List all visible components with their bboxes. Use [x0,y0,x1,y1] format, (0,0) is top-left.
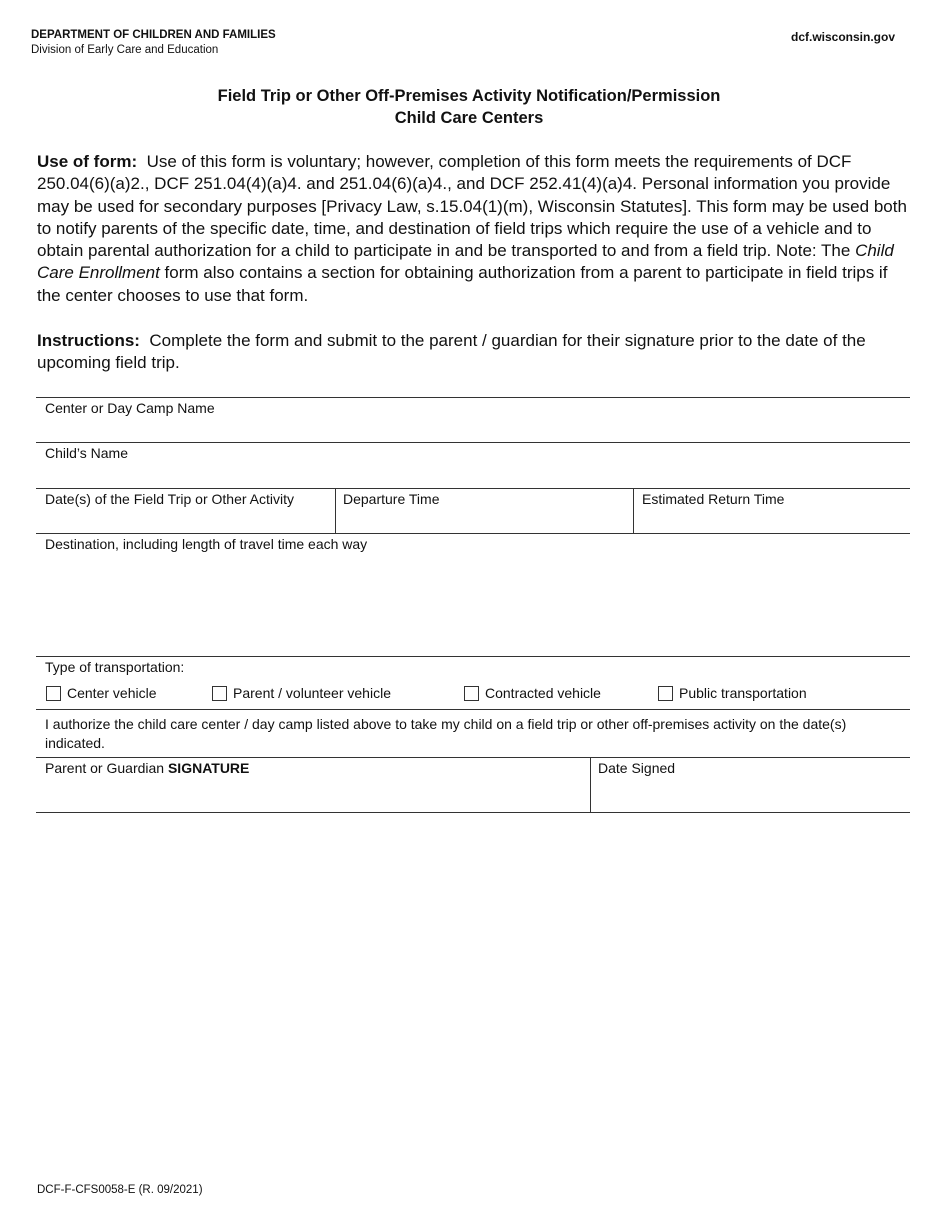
signature-label-prefix: Parent or Guardian [45,760,168,776]
transportation-section [36,656,910,710]
website-link[interactable]: dcf.wisconsin.gov [790,30,895,44]
return-time-field[interactable] [634,489,910,534]
checkbox-icon[interactable] [46,686,61,701]
center-name-field[interactable] [36,397,910,443]
return-time-label: Estimated Return Time [642,491,785,507]
department-name: DEPARTMENT OF CHILDREN AND FAMILIES [31,29,276,41]
date-signed-label: Date Signed [598,760,676,776]
signature-label-bold: SIGNATURE [167,760,250,776]
child-name-label: Child’s Name [45,445,128,461]
use-of-form-paragraph [37,151,912,307]
trip-times-row [36,488,910,534]
form-title [0,85,938,129]
use-of-form-label: Use of form: [37,152,138,171]
dates-field[interactable] [36,489,335,534]
departure-time-field[interactable] [336,489,633,534]
form-title-line2: Child Care Centers [394,109,544,127]
public-transportation-option[interactable] [658,685,807,701]
signature-label [45,759,249,777]
departure-time-label: Departure Time [343,491,440,507]
option-label: Contracted vehicle [485,685,601,701]
center-vehicle-option[interactable] [46,685,157,701]
form-title-line1: Field Trip or Other Off-Premises Activity Notification/Permission [217,87,721,105]
form-number: DCF-F-CFS0058-E (R. 09/2021) [37,1184,203,1196]
use-of-form-text-end: form also contains a section for obtaining authorization from a parent to participate in field trips if the center chooses to use that form. [37,263,888,305]
instructions-text: Complete the form and submit to the parent / guardian for their signature prior to the date of the upcoming field trip. [37,331,866,373]
contracted-vehicle-option[interactable] [464,685,601,701]
destination-field[interactable] [36,533,910,657]
authorization-text: I authorize the child care center / day camp listed above to take my child on a field trip or other off-premises activity on the date(s) indicated. [45,716,847,751]
destination-label: Destination, including length of travel time each way [45,536,368,552]
instructions-paragraph [37,330,912,375]
signature-row [36,757,910,813]
checkbox-icon[interactable] [212,686,227,701]
option-label: Parent / volunteer vehicle [233,685,391,701]
parent-vehicle-option[interactable] [212,685,391,701]
agency-header [31,28,276,58]
checkbox-icon[interactable] [658,686,673,701]
checkbox-icon[interactable] [464,686,479,701]
signature-field[interactable] [36,758,590,812]
option-label: Public transportation [679,685,807,701]
child-name-field[interactable] [36,442,910,488]
enrollment-form-name: Child Care Enrollment [37,241,894,283]
center-name-label: Center or Day Camp Name [45,400,215,416]
date-signed-field[interactable] [591,758,910,812]
transportation-label: Type of transportation: [45,659,185,675]
dates-label: Date(s) of the Field Trip or Other Activity [45,491,294,507]
use-of-form-text: Use of this form is voluntary; however, completion of this form meets the requirements of DCF 250.04(6)(a)2., DCF 251.04(4)(a)4. and 251.04(6)(a)4., and DCF 252.41(4)(a)4. Personal information you provide may be used for secondary purposes [Privacy Law, s.15.04(1)(m), Wisconsin Statutes]. This form may be used both to notify parents of the specific date, time, and destination of field trips which require the use of a vehicle and to obtain parental authorization for a child to participate in and be transported to and from a field trip. Note: The [37,152,907,261]
authorization-statement [36,709,910,758]
division-name: Division of Early Care and Education [31,44,219,56]
option-label: Center vehicle [67,685,157,701]
instructions-label: Instructions: [37,331,140,350]
